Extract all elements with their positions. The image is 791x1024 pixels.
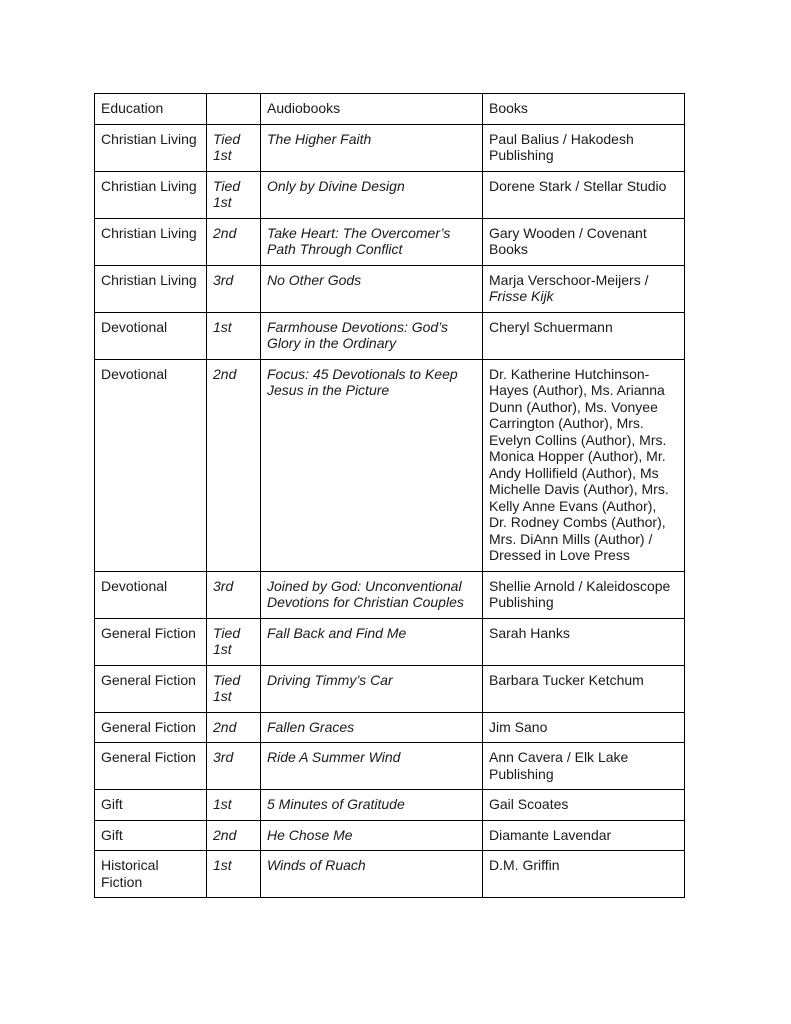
- table-row: [95, 218, 685, 265]
- category-cell: Devotional: [95, 359, 207, 571]
- table-row: [95, 618, 685, 665]
- table-row: [95, 665, 685, 712]
- name-cell: Dorene Stark / Stellar Studio: [483, 171, 685, 218]
- table-row: [95, 743, 685, 790]
- place-cell: 2nd: [207, 820, 261, 851]
- name-cell: Ann Cavera / Elk Lake Publishing: [483, 743, 685, 790]
- category-cell: Christian Living: [95, 124, 207, 171]
- table-row: [95, 790, 685, 821]
- category-cell: General Fiction: [95, 743, 207, 790]
- place-cell: Tied 1st: [207, 124, 261, 171]
- place-cell: Tied 1st: [207, 618, 261, 665]
- place-cell: Tied 1st: [207, 171, 261, 218]
- table-row: [95, 312, 685, 359]
- name-cell: D.M. Griffin: [483, 851, 685, 898]
- table-row: [95, 712, 685, 743]
- name-cell: Shellie Arnold / Kaleidoscope Publishing: [483, 571, 685, 618]
- document-page: [94, 93, 684, 898]
- name-cell: [483, 265, 685, 312]
- name-cell: Cheryl Schuermann: [483, 312, 685, 359]
- place-cell: 2nd: [207, 218, 261, 265]
- category-cell: Gift: [95, 820, 207, 851]
- category-cell: Devotional: [95, 312, 207, 359]
- name-cell: Gail Scoates: [483, 790, 685, 821]
- name-text: Marja Verschoor-Meijers /: [489, 271, 649, 288]
- title-cell: No Other Gods: [261, 265, 483, 312]
- name-cell: Paul Balius / Hakodesh Publishing: [483, 124, 685, 171]
- table-row: [95, 359, 685, 571]
- place-cell: 1st: [207, 312, 261, 359]
- title-cell: Only by Divine Design: [261, 171, 483, 218]
- title-cell: Farmhouse Devotions: God’s Glory in the Ordinary: [261, 312, 483, 359]
- title-cell: Driving Timmy’s Car: [261, 665, 483, 712]
- name-cell: Barbara Tucker Ketchum: [483, 665, 685, 712]
- table-row: [95, 820, 685, 851]
- category-cell: Christian Living: [95, 265, 207, 312]
- title-cell: Fall Back and Find Me: [261, 618, 483, 665]
- category-cell: General Fiction: [95, 618, 207, 665]
- place-cell: 3rd: [207, 743, 261, 790]
- awards-table: [94, 93, 685, 898]
- header-category-cell: Education: [95, 94, 207, 125]
- category-cell: Devotional: [95, 571, 207, 618]
- name-cell: Jim Sano: [483, 712, 685, 743]
- title-cell: He Chose Me: [261, 820, 483, 851]
- title-cell: The Higher Faith: [261, 124, 483, 171]
- table-row: [95, 571, 685, 618]
- place-cell: 2nd: [207, 359, 261, 571]
- table-row: [95, 851, 685, 898]
- header-place-cell: [207, 94, 261, 125]
- publisher-text: Frisse Kijk: [489, 288, 554, 304]
- name-cell: Diamante Lavendar: [483, 820, 685, 851]
- category-cell: General Fiction: [95, 665, 207, 712]
- header-title-cell: Audiobooks: [261, 94, 483, 125]
- table-row: [95, 171, 685, 218]
- name-cell: Dr. Katherine Hutchinson-Hayes (Author), Ms. Arianna Dunn (Author), Ms. Vonyee Carrington (Author), Mrs. Evelyn Collins (Author), Mrs. Monica Hopper (Author), Mr. Andy Hollifield (Author), Ms Michelle Davis (Author), Mrs. Kelly Anne Evans (Author), Dr. Rodney Combs (Author), Mrs. DiAnn Mills (Author) / Dressed in Love Press: [483, 359, 685, 571]
- header-name-cell: Books: [483, 94, 685, 125]
- table-row: [95, 265, 685, 312]
- title-cell: Joined by God: Unconventional Devotions for Christian Couples: [261, 571, 483, 618]
- header-row: [95, 94, 685, 125]
- place-cell: 1st: [207, 851, 261, 898]
- category-cell: Christian Living: [95, 171, 207, 218]
- title-cell: 5 Minutes of Gratitude: [261, 790, 483, 821]
- place-cell: 3rd: [207, 265, 261, 312]
- table-row: [95, 124, 685, 171]
- category-cell: Christian Living: [95, 218, 207, 265]
- place-cell: 2nd: [207, 712, 261, 743]
- category-cell: Gift: [95, 790, 207, 821]
- category-cell: General Fiction: [95, 712, 207, 743]
- title-cell: Winds of Ruach: [261, 851, 483, 898]
- title-cell: Take Heart: The Overcomer’s Path Through Conflict: [261, 218, 483, 265]
- name-cell: Gary Wooden / Covenant Books: [483, 218, 685, 265]
- category-cell: Historical Fiction: [95, 851, 207, 898]
- place-cell: Tied 1st: [207, 665, 261, 712]
- title-cell: Fallen Graces: [261, 712, 483, 743]
- name-cell: Sarah Hanks: [483, 618, 685, 665]
- title-cell: Focus: 45 Devotionals to Keep Jesus in the Picture: [261, 359, 483, 571]
- title-cell: Ride A Summer Wind: [261, 743, 483, 790]
- place-cell: 3rd: [207, 571, 261, 618]
- place-cell: 1st: [207, 790, 261, 821]
